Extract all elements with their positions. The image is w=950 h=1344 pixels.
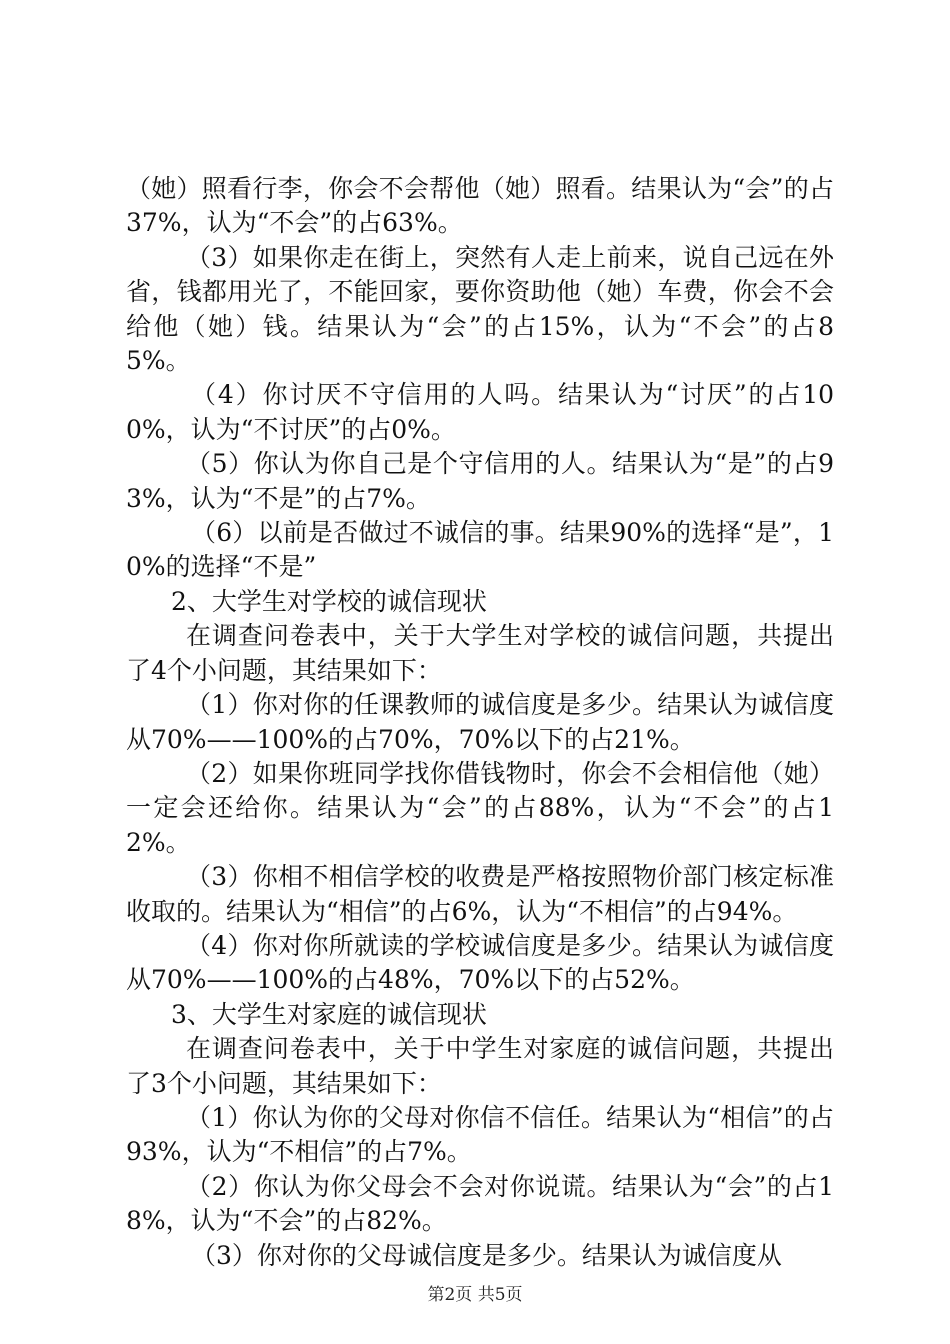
page-number-footer: 第2页 共5页 [427, 1285, 523, 1305]
paragraph-question-3-fare: （3）如果你走在街上，突然有人走上前来，说自己远在外省，钱都用光了，不能回家，要你资助他（她）车费，你会不会给他（她）钱。结果认为“会”的占15%，认为“不会”的占85%。 [126, 242, 834, 376]
paragraph-school-intro: 在调查问卷表中，关于大学生对学校的诚信问题，共提出了4个小问题，其结果如下： [126, 621, 834, 685]
paragraph-school-q1: （1）你对你的任课教师的诚信度是多少。结果认为诚信度从70%——100%的占70%，70%以下的占21%。 [126, 690, 834, 754]
paragraph-question-6-dishonest: （6）以前是否做过不诚信的事。结果90%的选择“是”，10%的选择“不是” [126, 518, 834, 582]
paragraph-family-q3: （3）你对你的父母诚信度是多少。结果认为诚信度从 [191, 1240, 782, 1270]
paragraph-family-intro: 在调查问卷表中，关于中学生对家庭的诚信问题，共提出了3个小问题，其结果如下： [126, 1034, 834, 1098]
section-heading-school: 2、大学生对学校的诚信现状 [171, 586, 487, 616]
document-body [126, 172, 834, 1273]
paragraph-family-q2: （2）你认为你父母会不会对你说谎。结果认为“会”的占18%，认为“不会”的占82%。 [126, 1171, 834, 1236]
paragraph-school-q4: （4）你对你所就读的学校诚信度是多少。结果认为诚信度从70%——100%的占48%，70%以下的占52%。 [126, 930, 834, 995]
paragraph-question-5-self: （5）你认为你自己是个守信用的人。结果认为“是”的占93%，认为“不是”的占7%。 [126, 449, 834, 513]
paragraph-family-q1: （1）你认为你的父母对你信不信任。结果认为“相信”的占93%，认为“不相信”的占7%。 [126, 1102, 834, 1167]
paragraph-school-q2: （2）如果你班同学找你借钱物时，你会不会相信他（她）一定会还给你。结果认为“会”的占88%，认为“不会”的占12%。 [126, 758, 834, 857]
paragraph-luggage-result: （她）照看行李，你会不会帮他（她）照看。结果认为“会”的占37%，认为“不会”的占63%。 [126, 174, 834, 238]
paragraph-school-q3: （3）你相不相信学校的收费是严格按照物价部门核定标准收取的。结果认为“相信”的占6%，认为“不相信”的占94%。 [126, 862, 834, 926]
paragraph-question-4-dislike: （4）你讨厌不守信用的人吗。结果认为“讨厌”的占100%，认为“不讨厌”的占0%。 [126, 380, 834, 444]
section-heading-family: 3、大学生对家庭的诚信现状 [171, 999, 487, 1029]
